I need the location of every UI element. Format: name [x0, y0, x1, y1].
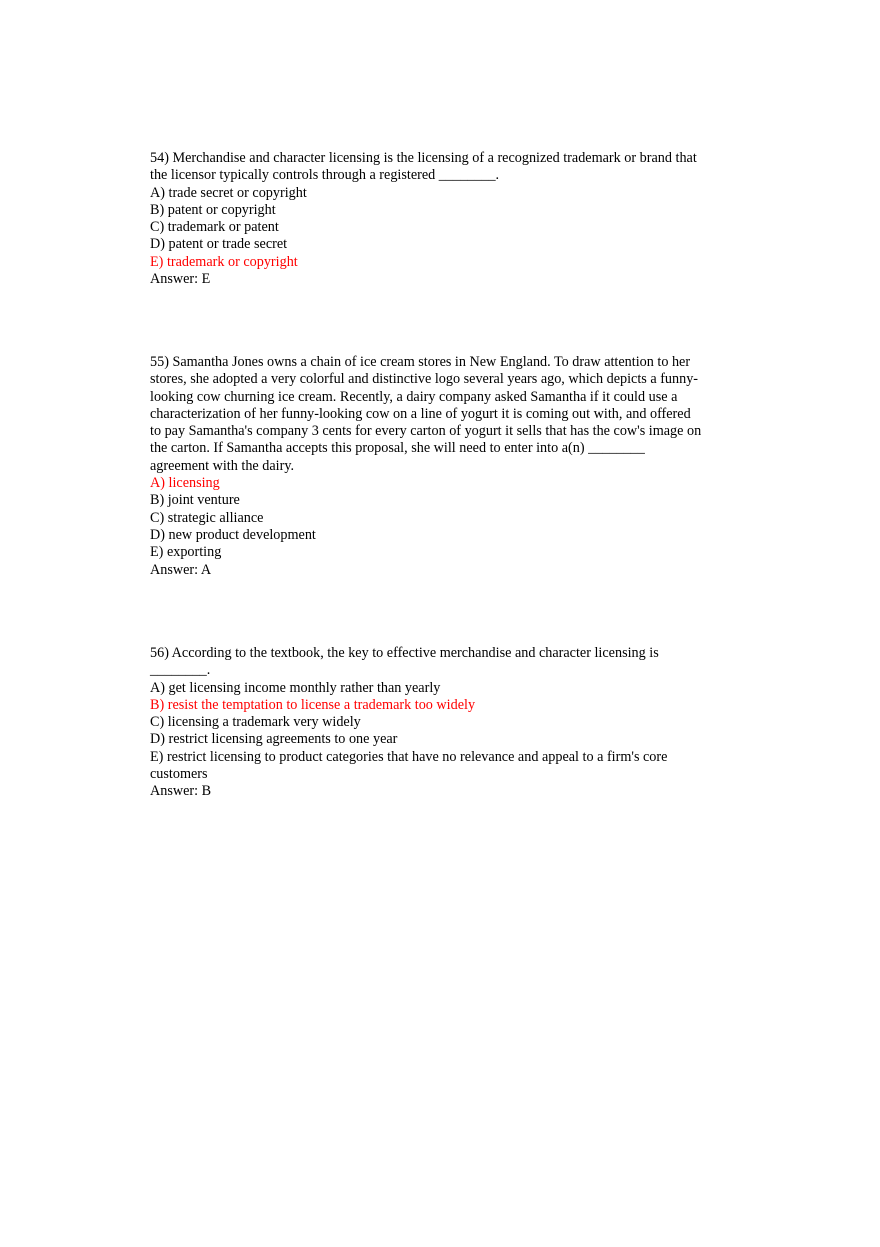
- question-stem-line: looking cow churning ice cream. Recently, a dairy company asked Samantha if it could use a: [150, 388, 678, 405]
- question-stem-line: agreement with the dairy.: [150, 457, 295, 474]
- answer-key: Answer: A: [150, 561, 212, 578]
- question-stem-line: the carton. If Samantha accepts this proposal, she will need to enter into a(n) ________: [150, 440, 645, 457]
- question-56: [150, 645, 740, 801]
- answer-key: Answer: B: [150, 783, 212, 800]
- question-55: [150, 354, 740, 579]
- question-54: [150, 150, 740, 288]
- question-stem-line: ________.: [150, 662, 211, 679]
- answer-option-a-correct: A) licensing: [150, 475, 220, 492]
- question-stem-line: characterization of her funny-looking cow on a line of yogurt it is coming out with, and offered: [150, 405, 691, 422]
- answer-option-e: E) restrict licensing to product categories that have no relevance and appeal to a firm's core: [150, 748, 668, 765]
- question-stem-line: 54) Merchandise and character licensing is the licensing of a recognized trademark or brand that: [150, 150, 697, 166]
- answer-option-b: B) joint venture: [150, 492, 240, 509]
- answer-option-e-correct: E) trademark or copyright: [150, 253, 298, 270]
- answer-option-b: B) patent or copyright: [150, 201, 276, 218]
- question-stem-line: 55) Samantha Jones owns a chain of ice cream stores in New England. To draw attention to her: [150, 354, 691, 370]
- question-stem-line: the licensor typically controls through a registered ________.: [150, 167, 500, 184]
- question-stem-line: to pay Samantha's company 3 cents for every carton of yogurt it sells that has the cow's image on: [150, 423, 702, 440]
- answer-option-b-correct: B) resist the temptation to license a trademark too widely: [150, 696, 476, 713]
- answer-option-d: D) new product development: [150, 526, 316, 543]
- answer-option-a: A) get licensing income monthly rather than yearly: [150, 679, 441, 696]
- answer-option-c: C) licensing a trademark very widely: [150, 714, 361, 731]
- answer-option-c: C) trademark or patent: [150, 219, 279, 236]
- answer-option-d: D) restrict licensing agreements to one year: [150, 731, 398, 748]
- answer-option-d: D) patent or trade secret: [150, 236, 288, 253]
- answer-option-c: C) strategic alliance: [150, 509, 264, 526]
- question-stem-line: 56) According to the textbook, the key to effective merchandise and character licensing is: [150, 645, 659, 661]
- question-stem-line: stores, she adopted a very colorful and distinctive logo several years ago, which depicts a funny-: [150, 371, 699, 388]
- answer-key: Answer: E: [150, 271, 211, 288]
- answer-option-a: A) trade secret or copyright: [150, 184, 307, 201]
- answer-option-e-continuation: customers: [150, 766, 208, 783]
- answer-option-e: E) exporting: [150, 544, 222, 561]
